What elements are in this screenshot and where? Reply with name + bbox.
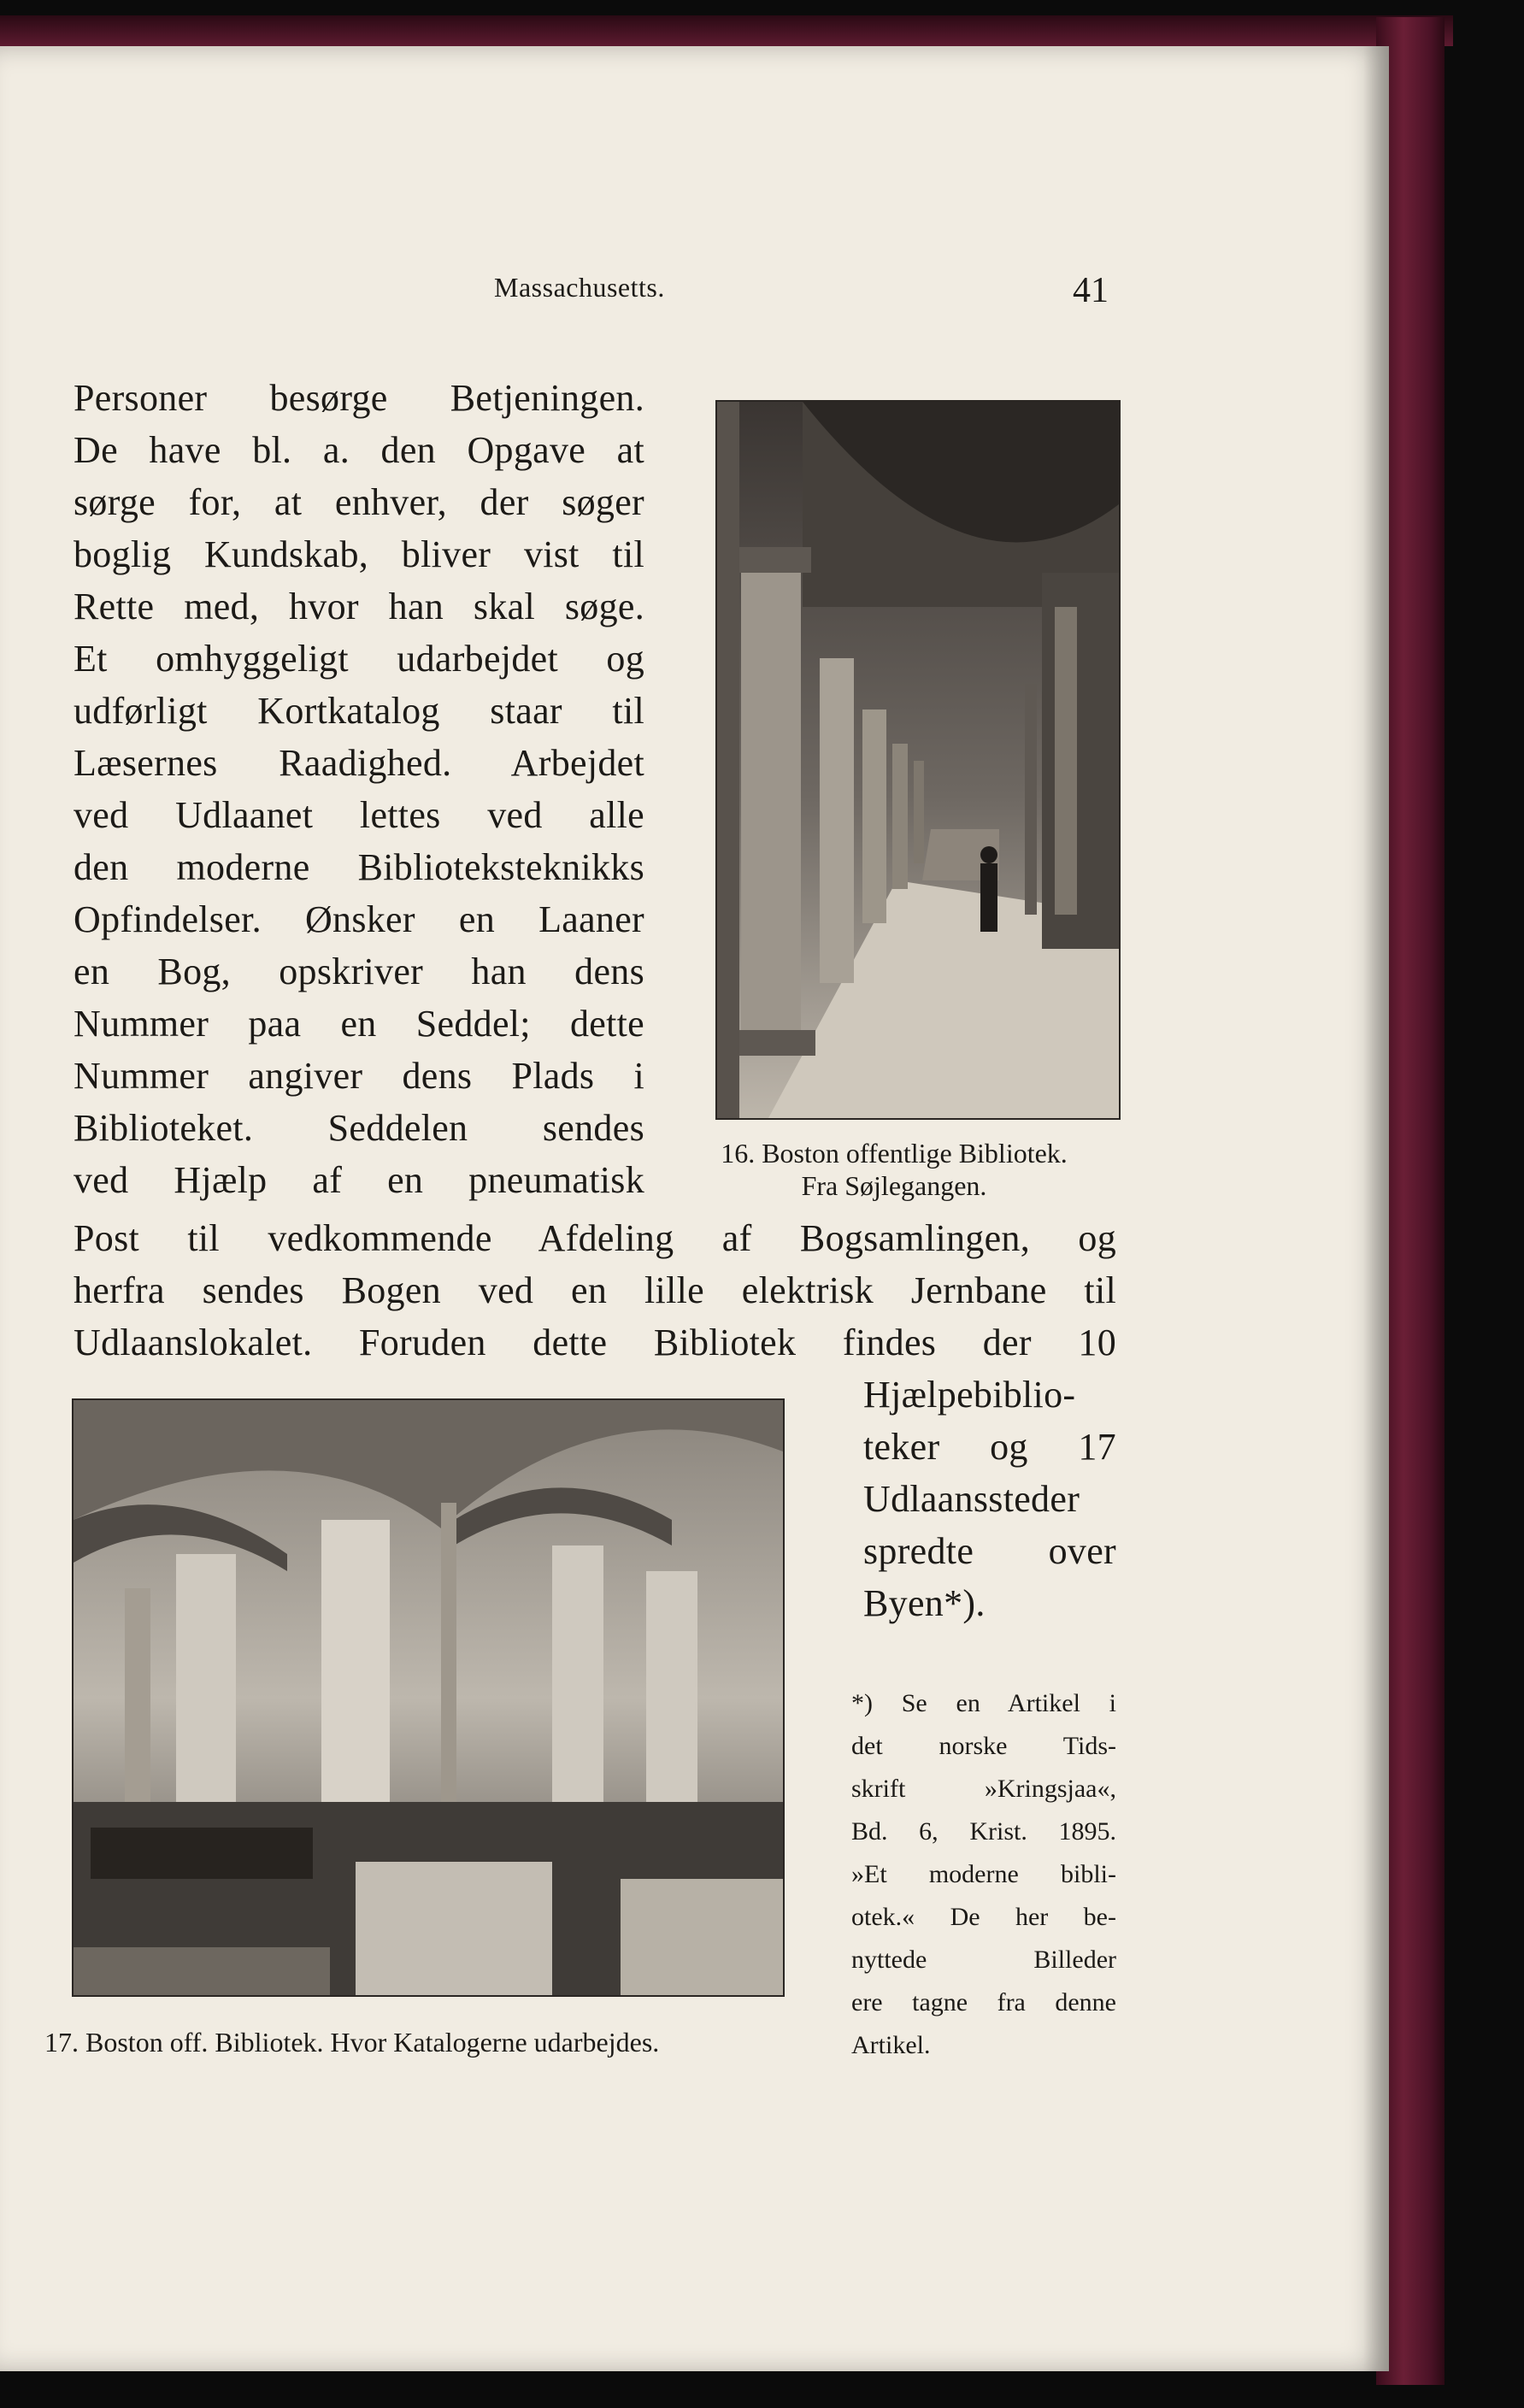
figure-16-caption-line2: Fra Søjlegangen.	[801, 1170, 987, 1201]
text-line: Udlaanslokalet. Foruden dette Bibliotek findes der 10	[74, 1322, 1116, 1363]
figure-17-catalogue-room-photo	[72, 1398, 785, 1997]
text-line: Post til vedkommende Afdeling af Bogsamlingen, og	[74, 1217, 1116, 1259]
text-line: spredte over	[863, 1530, 1116, 1572]
text-line: Udlaanssteder	[863, 1478, 1080, 1520]
figure-16-colonnade-photo	[715, 400, 1121, 1120]
text-line: Byen*).	[863, 1582, 986, 1624]
footnote-line: nyttede Billeder	[851, 1946, 1116, 1974]
page-gutter-shadow	[1363, 46, 1389, 2371]
body-text-full-width	[74, 1212, 1116, 1369]
text-line: herfra sendes Bogen ved en lille elektrisk Jernbane til	[74, 1269, 1116, 1311]
footnote-line: otek.« De her be-	[851, 1903, 1116, 1931]
text-line: Rette med, hvor han skal søge.	[74, 586, 644, 627]
text-line: Opfindelser. Ønsker en Laaner	[74, 898, 644, 940]
body-text-column-top	[74, 372, 644, 1206]
figure-16-caption-line1: 16. Boston offentlige Bibliotek.	[721, 1138, 1068, 1169]
text-line: ved Hjælp af en pneumatisk	[74, 1159, 644, 1201]
footnote-line: Bd. 6, Krist. 1895.	[851, 1817, 1116, 1846]
page-number: 41	[1073, 271, 1109, 310]
figure-17-caption: 17. Boston off. Bibliotek. Hvor Katalogerne udarbejdes.	[44, 2027, 660, 2058]
footnote-line: ere tagne fra denne	[851, 1988, 1116, 2016]
text-line: Biblioteket. Seddelen sendes	[74, 1107, 644, 1149]
footnote-line: »Et moderne bibli-	[851, 1860, 1116, 1888]
text-line: Nummer angiver dens Plads i	[74, 1055, 644, 1097]
book-cover-top-edge	[0, 15, 1453, 46]
text-line: udførligt Kortkatalog staar til	[74, 690, 644, 732]
running-title: Massachusetts.	[494, 272, 665, 303]
text-line: Et omhyggeligt udarbejdet og	[74, 638, 644, 680]
text-line: ved Udlaanet lettes ved alle	[74, 794, 644, 836]
text-line: teker og 17	[863, 1426, 1116, 1468]
text-line: den moderne Biblioteksteknikks	[74, 846, 644, 888]
text-line: boglig Kundskab, bliver vist til	[74, 533, 644, 575]
footnote	[851, 1682, 1116, 2067]
body-text-column-side	[863, 1369, 1116, 1629]
text-line: Personer besørge Betjeningen.	[74, 377, 644, 419]
colonnade-illustration	[717, 402, 1119, 1118]
text-line: Nummer paa en Seddel; dette	[74, 1003, 644, 1045]
footnote-line: det norske Tids-	[851, 1732, 1116, 1760]
footnote-line: *) Se en Artikel i	[851, 1689, 1116, 1717]
catalogue-room-illustration	[74, 1400, 783, 1995]
footnote-line: Artikel.	[851, 2031, 931, 2059]
footnote-line: skrift »Kringsjaa«,	[851, 1775, 1116, 1803]
text-line: Hjælpebiblio-	[863, 1374, 1076, 1416]
figure-16-caption	[672, 1137, 1116, 1202]
text-line: en Bog, opskriver han dens	[74, 951, 644, 992]
text-line: De have bl. a. den Opgave at	[74, 429, 644, 471]
text-line: Læsernes Raadighed. Arbejdet	[74, 742, 644, 784]
text-line: sørge for, at enhver, der søger	[74, 481, 644, 523]
